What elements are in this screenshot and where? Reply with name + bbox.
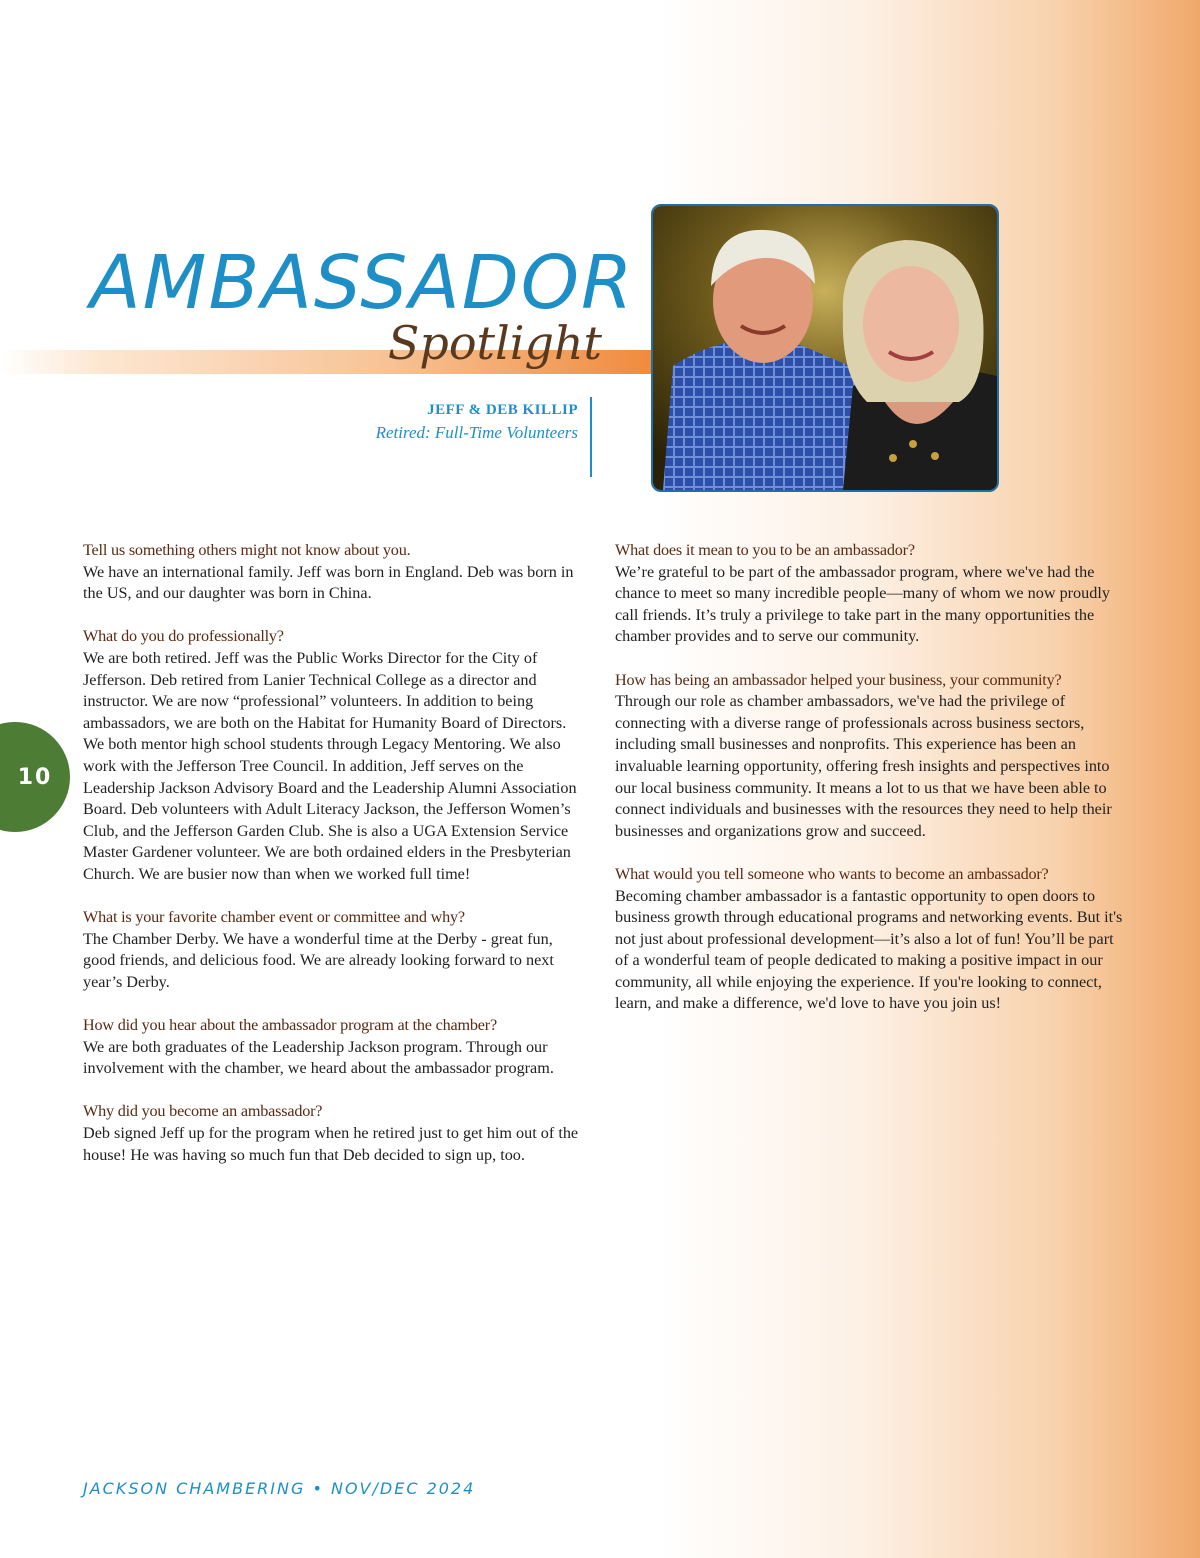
qa-block [615, 670, 1125, 843]
question-heading: What is your favorite chamber event or committee and why? [83, 908, 465, 927]
answer-text: We have an international family. Jeff was born in England. Deb was born in the US, and our daughter was born in China. [83, 562, 574, 603]
qa-block [615, 540, 1125, 648]
answer-text: The Chamber Derby. We have a wonderful time at the Derby - great fun, good friends, and delicious food. We are already looking forward to next year’s Derby. [83, 929, 554, 991]
byline-divider [590, 397, 592, 477]
page-title: AMBASSADOR [90, 240, 635, 326]
answer-text: Becoming chamber ambassador is a fantastic opportunity to open doors to business growth through educational programs and networking events. But it's not just about professional development—it’s also a lot of fun! You’ll be part of a wonderful team of people dedicated to making a positive impact in our community, all while enjoying the experience. If you're looking to connect, learn, and make a difference, we'd love to have you join us! [615, 886, 1123, 1013]
question-heading: Tell us something others might not know about you. [83, 541, 411, 559]
qa-block [83, 626, 583, 885]
answer-text: We are both retired. Jeff was the Public Works Director for the City of Jefferson. Deb retired from Lanier Technical College as a director and instructor. We are now “professional” volunteers. In addition to being ambassadors, we are both on the Habitat for Humanity Board of Directors. We both mentor high school students through Legacy Mentoring. We also work with the Jefferson Tree Council. In addition, Jeff serves on the Leadership Jackson Advisory Board and the Leadership Alumni Association Board. Deb volunteers with Adult Literacy Jackson, the Jefferson Women’s Club, and the Jefferson Garden Club. She is also a UGA Extension Service Master Gardener volunteer. We are both ordained elders in the Presbyterian Church. We are busier now than when we worked full time! [83, 648, 577, 883]
question-heading: What do you do professionally? [83, 627, 284, 646]
page-subtitle: Spotlight [387, 316, 602, 370]
portrait-photo [651, 204, 999, 492]
left-column [83, 540, 583, 1188]
qa-block [83, 1101, 583, 1166]
question-heading: How did you hear about the ambassador program at the chamber? [83, 1016, 497, 1035]
right-column [615, 540, 1125, 1037]
question-heading: What would you tell someone who wants to become an ambassador? [615, 864, 1049, 883]
page-number: 10 [17, 764, 53, 790]
answer-text: We’re grateful to be part of the ambassador program, where we've had the chance to meet so many incredible people—many of whom we now proudly call friends. It’s truly a privilege to take part in the many opportunities the chamber provides and to serve our community. [615, 562, 1110, 646]
qa-block [83, 540, 583, 605]
answer-text: We are both graduates of the Leadership Jackson program. Through our involvement with the chamber, we heard about the ambassador program. [83, 1037, 554, 1078]
qa-block [83, 907, 583, 993]
question-heading: What does it mean to you to be an ambassador? [615, 541, 915, 559]
question-heading: Why did you become an ambassador? [83, 1102, 323, 1121]
qa-block [83, 1015, 583, 1080]
qa-block [615, 864, 1125, 1015]
footer-publication: JACKSON CHAMBERING • NOV/DEC 2024 [83, 1479, 476, 1498]
byline [376, 400, 578, 446]
question-heading: How has being an ambassador helped your business, your community? [615, 670, 1062, 689]
spotlight-names: JEFF & DEB KILLIP [427, 402, 578, 418]
spotlight-role: Retired: Full-Time Volunteers [375, 423, 578, 442]
answer-text: Deb signed Jeff up for the program when he retired just to get him out of the house! He was having so much fun that Deb decided to sign up, too. [83, 1124, 579, 1164]
portrait-photo-icon [653, 206, 997, 490]
answer-text: Through our role as chamber ambassadors, we've had the privilege of connecting with a diverse range of professionals across business sectors, including small businesses and nonprofits. This experience has been an invaluable learning opportunity, offering fresh insights and perspectives into our local business community. It means a lot to us that we have been able to connect individuals and businesses with the resources they need to help their businesses and organizations grow and succeed. [615, 692, 1112, 840]
